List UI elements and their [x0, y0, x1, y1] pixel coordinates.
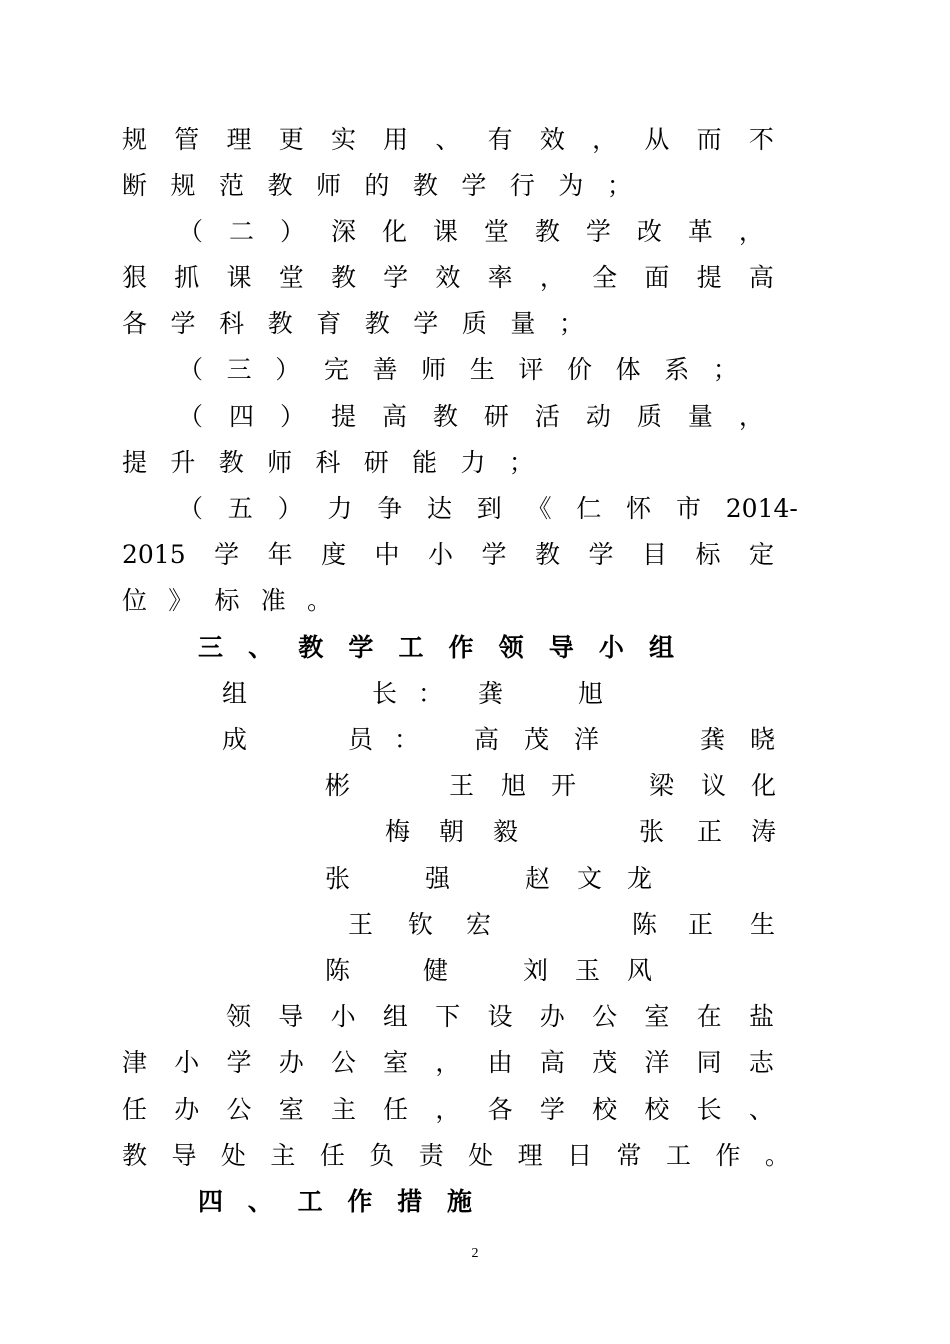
char: 、 [748, 1095, 774, 1124]
char: 学 [170, 309, 196, 338]
line-text [122, 301, 584, 347]
line-text [122, 117, 774, 163]
char: 提 [330, 402, 356, 431]
char: 生 [469, 355, 495, 384]
line-text [122, 578, 332, 624]
char: 责 [418, 1141, 444, 1170]
char: 高 [381, 402, 407, 431]
text-line [0, 301, 950, 347]
char: 完 [323, 355, 349, 384]
text-line [0, 809, 950, 855]
char: 校 [592, 1095, 618, 1124]
char: 陈 [325, 956, 351, 985]
char: 健 [423, 956, 449, 985]
char: 提 [122, 448, 148, 477]
char: 成 [222, 725, 248, 754]
char: 堂 [483, 217, 509, 246]
heading-text [198, 1179, 472, 1225]
char: 日 [567, 1141, 593, 1170]
char: 善 [372, 355, 398, 384]
char: 实 [330, 125, 356, 154]
char: 量 [687, 402, 713, 431]
char: 为 [558, 171, 584, 200]
text-line [0, 163, 950, 209]
char: 系 [664, 355, 690, 384]
char: 四 [228, 402, 254, 431]
char: 长 [372, 679, 398, 708]
char: 研 [363, 448, 389, 477]
char: 怀 [626, 494, 652, 523]
char: 校 [644, 1095, 670, 1124]
char: 陈 [632, 910, 658, 939]
text-line [0, 1040, 950, 1086]
char: 》 [168, 586, 194, 615]
char: ， [738, 402, 764, 431]
char: 质 [636, 402, 662, 431]
char: 办 [278, 1048, 304, 1077]
char: 室 [644, 1002, 670, 1031]
char: 争 [377, 494, 403, 523]
char: （ [178, 402, 204, 431]
char: 理 [226, 125, 252, 154]
char: ） [279, 402, 305, 431]
char: 狠 [122, 263, 148, 292]
char: 评 [518, 355, 544, 384]
char: 茂 [524, 725, 550, 754]
char: 志 [748, 1048, 774, 1077]
char: 规 [122, 125, 148, 154]
section-heading [0, 1179, 950, 1225]
text-line [0, 578, 950, 624]
char: 组 [222, 679, 248, 708]
char: （ [178, 217, 204, 246]
char: 师 [421, 355, 447, 384]
char: 化 [381, 217, 407, 246]
char: 员 [348, 725, 374, 754]
text-line [0, 1133, 950, 1179]
char: 全 [592, 263, 618, 292]
text-line [0, 347, 950, 393]
char: 抓 [174, 263, 200, 292]
char: 教 [218, 448, 244, 477]
line-text [122, 532, 774, 578]
char: 议 [701, 771, 727, 800]
char: 洋 [644, 1048, 670, 1077]
char: 梁 [649, 771, 675, 800]
char: 小 [330, 1002, 356, 1031]
line-text [122, 440, 534, 486]
char: 三 [198, 633, 224, 662]
char: 规 [170, 171, 196, 200]
char: （ [178, 355, 204, 384]
char: ） [275, 355, 301, 384]
char: 量 [510, 309, 536, 338]
char: 教 [412, 171, 438, 200]
char: 效 [539, 125, 565, 154]
section-heading [0, 625, 950, 671]
text-line [0, 717, 950, 763]
char: 课 [432, 217, 458, 246]
char: 目 [641, 540, 667, 569]
char: 洋 [574, 725, 600, 754]
text-line [0, 255, 950, 301]
char: 任 [319, 1141, 345, 1170]
char: 深 [330, 217, 356, 246]
char: 达 [426, 494, 452, 523]
char: 、 [248, 633, 274, 662]
char: 管 [174, 125, 200, 154]
char: ； [712, 355, 738, 384]
char: 断 [122, 171, 148, 200]
char: 小 [428, 540, 454, 569]
char: 力 [460, 448, 486, 477]
char: 教 [122, 1141, 148, 1170]
char: 学 [383, 263, 409, 292]
char: 而 [696, 125, 722, 154]
char: 度 [321, 540, 347, 569]
char: 旭 [501, 771, 527, 800]
char: 、 [247, 1187, 273, 1216]
char: 教 [267, 171, 293, 200]
char: 工 [398, 633, 424, 662]
char: 玉 [575, 956, 601, 985]
char: 学 [348, 633, 374, 662]
char: 各 [122, 309, 148, 338]
char: 工 [665, 1141, 691, 1170]
char: 在 [696, 1002, 722, 1031]
text-line [0, 763, 950, 809]
char: 学 [226, 1048, 252, 1077]
char: 教 [364, 309, 390, 338]
char: 更 [278, 125, 304, 154]
char: 长 [696, 1095, 722, 1124]
page-number: 2 [471, 1246, 479, 1261]
char: 三 [226, 355, 252, 384]
char: 有 [487, 125, 513, 154]
char: 市 [675, 494, 701, 523]
char: 作 [347, 1187, 373, 1216]
text-line [0, 532, 950, 578]
text-line [0, 117, 950, 163]
char: 提 [696, 263, 722, 292]
char: 任 [383, 1095, 409, 1124]
char: 彬 [325, 771, 351, 800]
char: 教 [298, 633, 324, 662]
char: 常 [616, 1141, 642, 1170]
char: 升 [170, 448, 196, 477]
char: 课 [226, 263, 252, 292]
char: 同 [696, 1048, 722, 1077]
char: 科 [219, 309, 245, 338]
char: 强 [425, 864, 451, 893]
char: 任 [122, 1095, 148, 1124]
line-text [122, 1133, 790, 1179]
char: 施 [446, 1187, 472, 1216]
char: 行 [509, 171, 535, 200]
char: 王 [449, 771, 475, 800]
char: 开 [551, 771, 577, 800]
char: ， [592, 125, 618, 154]
char: 位 [122, 586, 148, 615]
char: 定 [748, 540, 774, 569]
char: 教 [267, 309, 293, 338]
char: 学 [588, 540, 614, 569]
char: 刘 [523, 956, 549, 985]
char: 晓 [750, 725, 776, 754]
char: 价 [567, 355, 593, 384]
char: 设 [487, 1002, 513, 1031]
char: ， [435, 1048, 461, 1077]
char: 涛 [751, 817, 777, 846]
char: 龙 [627, 864, 653, 893]
char: 师 [267, 448, 293, 477]
char: 张 [639, 817, 665, 846]
text-line [0, 671, 950, 717]
char: 导 [171, 1141, 197, 1170]
char: ； [606, 171, 632, 200]
char: 准 [260, 586, 286, 615]
char: ） [279, 217, 305, 246]
text-line [0, 1087, 950, 1133]
char: 、 [435, 125, 461, 154]
char: 学 [539, 1095, 565, 1124]
char: 作 [448, 633, 474, 662]
char: 教 [330, 263, 356, 292]
char: 标 [695, 540, 721, 569]
char: 各 [487, 1095, 513, 1124]
char: 二 [228, 217, 254, 246]
char: 用 [383, 125, 409, 154]
char: 。 [764, 1141, 790, 1170]
char: 朝 [439, 817, 465, 846]
char: 研 [483, 402, 509, 431]
char: 龚 [700, 725, 726, 754]
line-text [178, 347, 738, 393]
char: ； [508, 448, 534, 477]
text-line [0, 209, 950, 255]
char: 王 [348, 910, 374, 939]
line-text [122, 1040, 774, 1086]
char: 学 [413, 309, 439, 338]
char: 组 [382, 1002, 408, 1031]
char: 育 [316, 309, 342, 338]
char: 质 [461, 309, 487, 338]
char: 室 [278, 1095, 304, 1124]
char: 活 [534, 402, 560, 431]
char: 范 [218, 171, 244, 200]
char: 公 [592, 1002, 618, 1031]
char: 领 [498, 633, 524, 662]
char: 办 [174, 1095, 200, 1124]
char: 宏 [466, 910, 492, 939]
line-text [178, 209, 764, 255]
char: 师 [315, 171, 341, 200]
char: 小 [174, 1048, 200, 1077]
char: 正 [688, 910, 714, 939]
char: 风 [627, 956, 653, 985]
char: 生 [750, 910, 776, 939]
char: 主 [330, 1095, 356, 1124]
text-line [0, 902, 950, 948]
char: 文 [577, 864, 603, 893]
line-text [122, 163, 632, 209]
char: 面 [644, 263, 670, 292]
char: 领 [226, 1002, 252, 1031]
line-text [122, 1087, 774, 1133]
char: ： [418, 679, 444, 708]
char: 学 [214, 540, 240, 569]
char: 率 [487, 263, 513, 292]
text-line [0, 948, 950, 994]
char: 仁 [576, 494, 602, 523]
char: ； [558, 309, 584, 338]
char: 动 [585, 402, 611, 431]
char: 室 [383, 1048, 409, 1077]
char: 正 [697, 817, 723, 846]
char: 高 [748, 263, 774, 292]
char: 效 [435, 263, 461, 292]
char: 。 [306, 586, 332, 615]
char: 办 [539, 1002, 565, 1031]
char: 处 [220, 1141, 246, 1170]
char: 堂 [278, 263, 304, 292]
char: 《 [526, 494, 552, 523]
char: ） [277, 494, 303, 523]
char: 作 [715, 1141, 741, 1170]
char: （ [178, 494, 204, 523]
char: 不 [748, 125, 774, 154]
char: 旭 [578, 679, 604, 708]
char: 毅 [493, 817, 519, 846]
char: 体 [615, 355, 641, 384]
char: 的 [364, 171, 390, 200]
char: 负 [369, 1141, 395, 1170]
text-line [0, 856, 950, 902]
char: 张 [325, 864, 351, 893]
char: 2014- [725, 494, 798, 523]
char: 公 [226, 1095, 252, 1124]
char: 组 [648, 633, 674, 662]
char: 钦 [408, 910, 434, 939]
char: ： [394, 725, 420, 754]
char: 化 [751, 771, 777, 800]
char: ， [435, 1095, 461, 1124]
char: 革 [687, 217, 713, 246]
char: 标 [214, 586, 240, 615]
line-text [226, 994, 774, 1040]
char: 高 [474, 725, 500, 754]
char: 下 [435, 1002, 461, 1031]
char: 科 [315, 448, 341, 477]
char: 工 [297, 1187, 323, 1216]
text-line [0, 394, 950, 440]
char: 公 [330, 1048, 356, 1077]
line-text [178, 394, 764, 440]
char: 从 [644, 125, 670, 154]
char: 小 [598, 633, 624, 662]
char: 措 [397, 1187, 423, 1216]
char: 导 [548, 633, 574, 662]
char: 主 [270, 1141, 296, 1170]
char: 赵 [525, 864, 551, 893]
char: 2015 [122, 540, 186, 569]
char: 改 [636, 217, 662, 246]
char: ， [738, 217, 764, 246]
char: 高 [539, 1048, 565, 1077]
char: 由 [487, 1048, 513, 1077]
char: 教 [534, 217, 560, 246]
char: 龚 [478, 679, 504, 708]
char: 到 [476, 494, 502, 523]
char: 年 [267, 540, 293, 569]
char: 教 [535, 540, 561, 569]
char: 学 [585, 217, 611, 246]
char: 学 [461, 171, 487, 200]
char: 能 [412, 448, 438, 477]
text-line [0, 440, 950, 486]
char: 五 [227, 494, 253, 523]
char: 学 [481, 540, 507, 569]
line-text [178, 486, 798, 532]
char: 津 [122, 1048, 148, 1077]
char: 茂 [592, 1048, 618, 1077]
char: 教 [432, 402, 458, 431]
char: 处 [468, 1141, 494, 1170]
char: 力 [327, 494, 353, 523]
heading-text [198, 625, 674, 671]
char: 导 [278, 1002, 304, 1031]
char: 四 [198, 1187, 224, 1216]
line-text [122, 255, 774, 301]
char: 中 [374, 540, 400, 569]
char: 梅 [385, 817, 411, 846]
text-line [0, 994, 950, 1040]
char: 理 [517, 1141, 543, 1170]
text-line [0, 486, 950, 532]
char: ， [539, 263, 565, 292]
char: 盐 [748, 1002, 774, 1031]
